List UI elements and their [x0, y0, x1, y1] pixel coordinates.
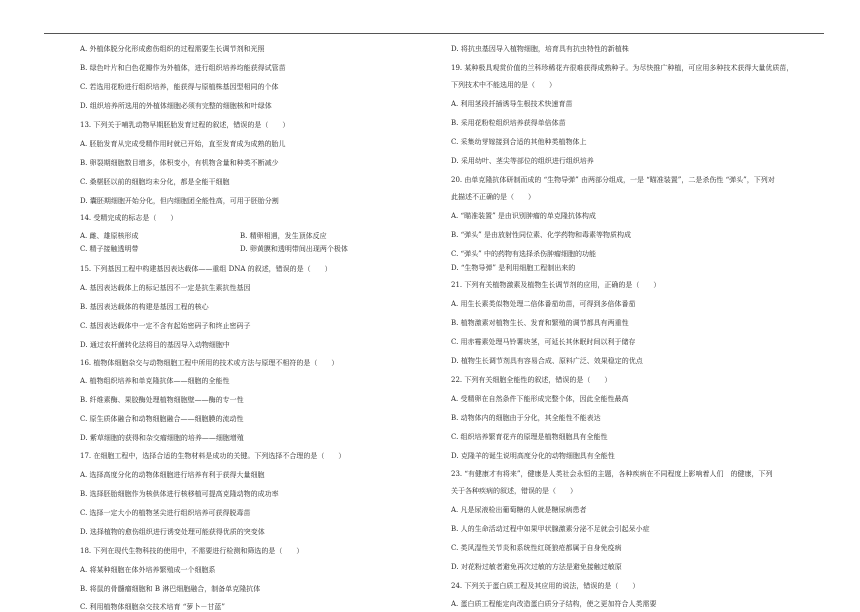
option-d: D. 卵黄膜和透明带间出现两个极体 [240, 245, 348, 253]
text-line: 此描述不正确的是（ ） [451, 193, 535, 201]
text-line: A. 外植体脱分化形成愈伤组织的过程需要生长调节剂和光照 [80, 45, 265, 53]
text-line: C. 采集幼芽嫁接到合适的其他种类植物体上 [451, 138, 587, 146]
question-21: 21. 下列有关植物激素及植物生长调节剂的应用，正确的是（ ） [451, 281, 661, 289]
question-14: 14. 受精完成的标志是（ ） [80, 214, 178, 222]
text-line: B. 将鼠的骨髓瘤细胞和 B 淋巴细胞融合，制备单克隆抗体 [80, 585, 261, 593]
question-24: 24. 下列关于蛋白质工程及其应用的说法，错误的是（ ） [451, 582, 640, 590]
text-line: A. 凡是尿液检出葡萄糖的人就是糖尿病患者 [451, 506, 587, 514]
text-line: B. 纤维素酶、果胶酶处理植物细胞壁——酶的专一性 [80, 396, 244, 404]
text-line: B. 采用花粉粒组织培养获得单倍体苗 [451, 119, 566, 127]
text-line: A. 用生长素类似物处理二倍体番茄幼苗，可得到多倍体番茄 [451, 300, 636, 308]
text-line: C. 组织培养繁育花卉的原理是植物细胞具有全能性 [451, 433, 608, 441]
text-line: A. 基因表达载体上的标记基因不一定是抗生素抗性基因 [80, 284, 251, 292]
option-a: A. 雌、雄原核形成 [80, 232, 139, 240]
header-rule [44, 33, 824, 34]
text-line: A. “瞄准装置” 是由识别肿瘤的单克隆抗体构成 [451, 212, 596, 220]
text-line: A. 受精卵在自然条件下能形成完整个体，因此全能性最高 [451, 395, 629, 403]
text-line: D. 克隆羊的诞生说明高度分化的动物细胞具有全能性 [451, 452, 615, 460]
question-17: 17. 在细胞工程中，选择合适的生物材料是成功的关键。下列选择不合理的是（ ） [80, 452, 346, 460]
question-22: 22. 下列有关细胞全能性的叙述，错误的是（ ） [451, 376, 612, 384]
question-20: 20. 由单克隆抗体研制而成的 “生物导弹” 由两部分组成，一是 “瞄准装置”，二是杀伤性 “弹头”，下列对 [451, 176, 775, 184]
question-13: 13. 下列关于哺乳动物早期胚胎发育过程的叙述，错误的是（ ） [80, 121, 290, 129]
text-line: A. 利用茎段扦插诱导生根技术快速育苗 [451, 100, 573, 108]
text-line: C. 基因表达载体中一定不含有起始密码子和终止密码子 [80, 322, 251, 330]
text-line: B. 人的生命活动过程中如果甲状腺激素分泌不足就会引起呆小症 [451, 525, 650, 533]
text-line: C. “弹头” 中的药物有选择杀伤肿瘤细胞的功能 [451, 250, 596, 258]
text-line: B. “弹头” 是由放射性同位素、化学药物和毒素等物质构成 [451, 231, 631, 239]
text-line: D. 采用幼叶、茎尖等部位的组织进行组织培养 [451, 157, 594, 165]
text-line: D. “生物导弹” 是利用细胞工程制出来的 [451, 264, 576, 272]
question-19: 19. 某种极具观赏价值的兰科珍稀花卉很难获得成熟种子。为尽快推广种植，可应用多种技术获得大量优质苗， [451, 64, 794, 72]
text-line: B. 植物激素对植物生长、发育和繁殖的调节都具有两重性 [451, 319, 629, 327]
text-line: 下列技术中不能选用的是（ ） [451, 81, 556, 89]
text-line: D. 紫草细胞的获得和杂交瘤细胞的培养——细胞增殖 [80, 434, 244, 442]
option-b: B. 精卵相遇，发生顶体反应 [240, 232, 327, 240]
text-line: C. 用赤霉素处理马铃薯块茎，可延长其休眠时间以利于储存 [451, 338, 636, 346]
text-line: D. 通过农杆菌转化法将目的基因导入动物细胞中 [80, 341, 230, 349]
text-line: B. 动物体内的细胞由于分化，其全能性不能表达 [451, 414, 601, 422]
text-line: A. 将某种细胞在体外培养繁殖成一个细胞系 [80, 566, 216, 574]
text-line: A. 选择高度分化的动物体细胞进行培养有利于获得大量细胞 [80, 471, 265, 479]
question-18: 18. 下列在现代生物科技的使用中，不需要进行检测和筛选的是（ ） [80, 547, 304, 555]
text-line: D. 选择植物的愈伤组织进行诱变处理可能获得优质的突变体 [80, 528, 265, 536]
question-15: 15. 下列基因工程中构建基因表达载体——重组 DNA 的叙述，错误的是（ ） [80, 265, 332, 273]
text-line: D. 囊胚期细胞开始分化，但内细胞团全能性高，可用于胚胎分割 [80, 197, 279, 205]
text-line: C. 利用植物体细胞杂交技术培育 “萝卜－甘蓝” [80, 603, 225, 611]
text-line: A. 蛋白质工程能定向改造蛋白质分子结构，使之更加符合人类需要 [451, 600, 657, 608]
q14-options-row [80, 232, 440, 241]
text-line: 关于各种疾病的叙述，错误的是（ ） [451, 487, 577, 495]
question-16: 16. 植物体细胞杂交与动物细胞工程中所用的技术或方法与原理不相符的是（ ） [80, 359, 339, 367]
text-line: C. 选择一定大小的植物茎尖进行组织培养可获得脱毒苗 [80, 509, 251, 517]
text-line: B. 选择胚胎细胞作为核供体进行核移植可提高克隆动物的成功率 [80, 490, 279, 498]
text-line: C. 若选用花粉进行组织培养，能获得与原植株基因型相同的个体 [80, 83, 279, 91]
text-line: B. 绿色叶片和白色花瓣作为外植体，进行组织培养均能获得试管苗 [80, 64, 286, 72]
text-line: B. 基因表达载体的构建是基因工程的核心 [80, 303, 209, 311]
text-line: C. 桑椹胚以前的细胞均未分化，都是全能干细胞 [80, 178, 230, 186]
text-line: D. 将抗虫基因导入植物细胞，培育具有抗虫特性的新植株 [451, 45, 629, 53]
question-23: 23. “有健康才有将来”，健康是人类社会永恒的主题，各种疾病在不同程度上影响着人们 的健康，下列 [451, 470, 773, 478]
text-line: A. 植物组织培养和单克隆抗体——细胞的全能性 [80, 377, 230, 385]
option-c: C. 精子接触透明带 [80, 245, 139, 253]
text-line: D. 植物生长调节剂具有容易合成、原料广泛、效果稳定的优点 [451, 357, 643, 365]
text-line: C. 原生质体融合和动物细胞融合——细胞膜的流动性 [80, 415, 244, 423]
text-line: D. 组织培养所选用的外植体细胞必须有完整的细胞核和叶绿体 [80, 102, 272, 110]
text-line: A. 胚胎发育从完成受精作用时就已开始，直至发育成为成熟的胎儿 [80, 140, 286, 148]
text-line: C. 类风湿性关节炎和系统性红斑狼疮都属于自身免疫病 [451, 544, 622, 552]
q14-options-row [80, 245, 440, 254]
text-line: D. 对花粉过敏者避免再次过敏的方法是避免接触过敏原 [451, 563, 622, 571]
text-line: B. 卵裂期细胞数目增多，体积变小，有机物含量和种类不断减少 [80, 159, 279, 167]
